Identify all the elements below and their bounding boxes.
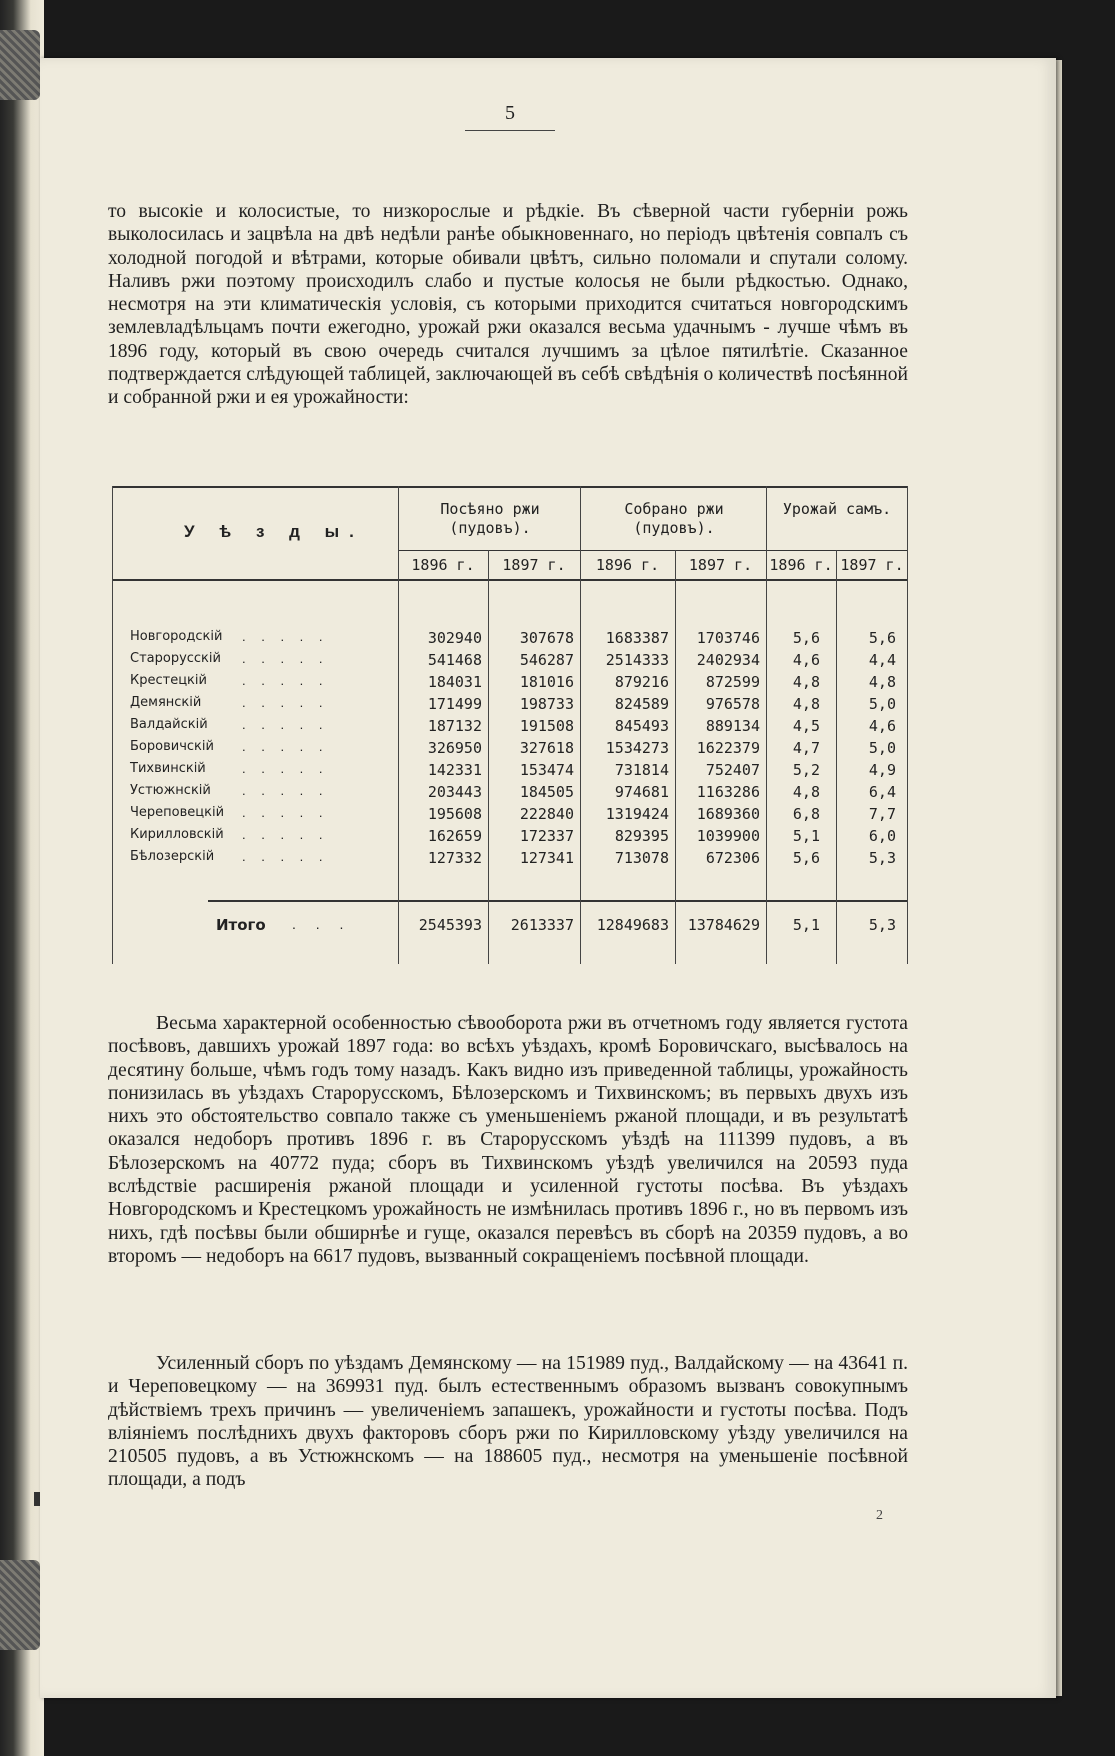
table-row bbox=[112, 827, 908, 847]
header-poseyano: Посѣяно ржи (пудовъ). bbox=[440, 500, 540, 537]
spine-binding-top bbox=[0, 30, 40, 100]
year-header: 1897 г. bbox=[840, 556, 904, 574]
yield-1896: 4,8 bbox=[792, 673, 820, 691]
spine-binding-bottom bbox=[0, 1560, 40, 1650]
harvest-1897: 872599 bbox=[705, 673, 760, 691]
harvest-1896: 824589 bbox=[614, 695, 669, 713]
page-edge bbox=[1056, 60, 1062, 1696]
yield-1897: 5,6 bbox=[868, 629, 896, 647]
sown-1896: 302940 bbox=[427, 629, 482, 647]
year-header: 1896 г. bbox=[411, 556, 475, 574]
harvest-1897: 672306 bbox=[705, 849, 760, 867]
yield-1896: 5,1 bbox=[792, 827, 820, 845]
table-row bbox=[112, 695, 908, 715]
uezd-name: Валдайскій bbox=[130, 717, 208, 732]
harvest-1896: 1683387 bbox=[605, 629, 669, 647]
page-number-rule bbox=[465, 130, 555, 131]
sown-1897: 546287 bbox=[519, 651, 574, 669]
dot-leader: . . . . . bbox=[242, 805, 329, 820]
table-row bbox=[112, 783, 908, 803]
table-top-rule bbox=[112, 486, 908, 488]
paragraph-1: то высокіе и колосистые, то низкорослые и рѣдкіе. Въ сѣверной части губерніи рожь выколосилась и зацвѣла на двѣ недѣли ранѣе обыкновеннаго, но періодъ цвѣтенія совпалъ съ холодной погодой и вѣтрами, которые обивали цвѣтъ, сильно поломали и спутали солому. Наливъ ржи поэтому происходилъ слабо и пустые колосья не были рѣдкостью. Однако, несмотря на эти климатическія условія, съ которыми приходится считаться новгородскимъ землевладѣльцамъ почти ежегодно, урожай ржи оказался весьма удачнымъ - лучше чѣмъ въ 1896 году, который въ свою очередь считался лучшимъ за цѣлое пятилѣтіе. Сказанное подтверждается слѣдующей таблицей, заключающей въ себѣ свѣдѣнія о количествѣ посѣянной и собранной ржи и ея урожайности: bbox=[108, 201, 909, 409]
dot-leader: . . . . . bbox=[242, 695, 329, 710]
sown-1896: 184031 bbox=[427, 673, 482, 691]
harvest-1896: 731814 bbox=[614, 761, 669, 779]
harvest-1896: 1534273 bbox=[605, 739, 669, 757]
total-harvest-1896: 12849683 bbox=[596, 916, 669, 934]
harvest-1897: 1039900 bbox=[696, 827, 760, 845]
yield-1896: 4,8 bbox=[792, 783, 820, 801]
table-row bbox=[112, 717, 908, 737]
table-header-rule bbox=[112, 579, 908, 581]
harvest-1896: 845493 bbox=[614, 717, 669, 735]
sown-1896: 541468 bbox=[427, 651, 482, 669]
sown-1896: 171499 bbox=[427, 695, 482, 713]
rye-harvest-table bbox=[112, 486, 908, 964]
table-row bbox=[112, 805, 908, 825]
total-sown-1897: 2613337 bbox=[510, 916, 574, 934]
yield-1897: 7,7 bbox=[868, 805, 896, 823]
dot-leader: . . . . . bbox=[242, 783, 329, 798]
sown-1897: 184505 bbox=[519, 783, 574, 801]
uezd-name: Боровичскій bbox=[130, 739, 214, 754]
sown-1896: 142331 bbox=[427, 761, 482, 779]
sown-1897: 172337 bbox=[519, 827, 574, 845]
harvest-1896: 829395 bbox=[614, 827, 669, 845]
yield-1896: 5,6 bbox=[792, 629, 820, 647]
paragraph-2: Весьма характерной особенностью сѣвооборота ржи въ отчетномъ году является густота посѣвовъ, давшихъ урожай 1897 года: во всѣхъ уѣздахъ, кромѣ Боровичскаго, высѣвалось на десятину больше, чѣмъ годъ тому назадъ. Какъ видно изъ приведенной таблицы, урожайность понизилась въ уѣздахъ Старорусскомъ, Бѣлозерскомъ и Тихвинскомъ; въ первыхъ двухъ изъ нихъ это обстоятельство совпало также съ уменьшеніемъ ржаной площади, и въ результатѣ оказался недоборъ противъ 1896 г. въ Старорусскомъ уѣздѣ на 111399 пудовъ, а въ Бѣлозерскомъ на 40772 пуда; сборъ въ Тихвинскомъ уѣздѣ увеличился на 20593 пуда вслѣдствіе расширенія ржаной площади и усиленной густоты посѣва. Въ уѣздахъ Новгородскомъ и Крестецкомъ урожайность не измѣнилась противъ 1896 г., но въ первомъ изъ нихъ, гдѣ посѣвы были обширнѣе и гуще, оказался перевѣсъ въ сборѣ на 20359 пудовъ, а во второмъ — недоборъ на 6617 пудовъ, вызванный сокращеніемъ посѣвной площади. bbox=[108, 1013, 908, 1267]
sown-1896: 187132 bbox=[427, 717, 482, 735]
total-harvest-1897: 13784629 bbox=[687, 916, 760, 934]
uezd-name: Демянскій bbox=[130, 695, 202, 710]
dot-leader: . . . . . bbox=[242, 629, 329, 644]
dot-leader: . . . . . bbox=[242, 849, 329, 864]
sown-1897: 191508 bbox=[519, 717, 574, 735]
dot-leader: . . . . . bbox=[242, 761, 329, 776]
table-row bbox=[112, 651, 908, 671]
harvest-1897: 889134 bbox=[705, 717, 760, 735]
harvest-1897: 1689360 bbox=[696, 805, 760, 823]
year-header: 1896 г. bbox=[769, 556, 833, 574]
yield-1897: 6,4 bbox=[868, 783, 896, 801]
uezd-name: Кирилловскій bbox=[130, 827, 224, 842]
table-row bbox=[112, 739, 908, 759]
total-yield-1896: 5,1 bbox=[792, 916, 820, 934]
harvest-1896: 2514333 bbox=[605, 651, 669, 669]
signature-mark: 2 bbox=[876, 1508, 883, 1523]
yield-1897: 4,4 bbox=[868, 651, 896, 669]
uezd-name: Старорусскій bbox=[130, 651, 221, 666]
yield-1896: 4,7 bbox=[792, 739, 820, 757]
yield-1897: 5,0 bbox=[868, 695, 896, 713]
dot-leader: . . . bbox=[292, 916, 352, 932]
header-sobrano: Собрано ржи (пудовъ). bbox=[624, 500, 724, 537]
table-total-row bbox=[112, 916, 908, 940]
sown-1897: 222840 bbox=[519, 805, 574, 823]
harvest-1896: 879216 bbox=[614, 673, 669, 691]
year-header: 1897 г. bbox=[502, 556, 566, 574]
total-sown-1896: 2545393 bbox=[418, 916, 482, 934]
uezd-name: Устюжнскій bbox=[130, 783, 211, 798]
yield-1896: 5,2 bbox=[792, 761, 820, 779]
uezd-name: Бѣлозерскій bbox=[130, 849, 215, 864]
harvest-1897: 1622379 bbox=[696, 739, 760, 757]
uezd-name: Крестецкій bbox=[130, 673, 207, 688]
table-row bbox=[112, 673, 908, 693]
harvest-1897: 752407 bbox=[705, 761, 760, 779]
table-row bbox=[112, 629, 908, 649]
paragraph-3: Усиленный сборъ по уѣздамъ Демянскому — на 151989 пуд., Валдайскому — на 43641 п. и Череповецкому — на 369931 пуд. былъ естественнымъ образомъ вызванъ совокупнымъ дѣйствіемъ трехъ причинъ — увеличеніемъ запашекъ, урожайности и густоты посѣва. Подъ вліяніемъ послѣднихъ двухъ факторовъ сборъ ржи по Кирилловскому уѣзду увеличился на 210505 пудовъ, а въ Устюжнскомъ — на 188605 пуд., несмотря на уменьшеніе посѣвной площади, а подъ bbox=[108, 1353, 908, 1491]
header-uezdy: У ѣ з д ы. bbox=[184, 522, 364, 541]
harvest-1897: 2402934 bbox=[696, 651, 760, 669]
sown-1896: 162659 bbox=[427, 827, 482, 845]
header-urozhai: Урожай самъ. bbox=[782, 500, 892, 518]
table-row bbox=[112, 761, 908, 781]
uezd-name: Тихвинскій bbox=[130, 761, 206, 776]
sown-1897: 307678 bbox=[519, 629, 574, 647]
sown-1896: 326950 bbox=[427, 739, 482, 757]
yield-1897: 4,9 bbox=[868, 761, 896, 779]
harvest-1897: 1703746 bbox=[696, 629, 760, 647]
sown-1897: 127341 bbox=[519, 849, 574, 867]
yield-1897: 4,8 bbox=[868, 673, 896, 691]
harvest-1896: 1319424 bbox=[605, 805, 669, 823]
sown-1897: 153474 bbox=[519, 761, 574, 779]
dot-leader: . . . . . bbox=[242, 717, 329, 732]
table-total-rule bbox=[208, 900, 908, 902]
sown-1897: 198733 bbox=[519, 695, 574, 713]
sown-1896: 195608 bbox=[427, 805, 482, 823]
yield-1897: 5,0 bbox=[868, 739, 896, 757]
harvest-1896: 974681 bbox=[614, 783, 669, 801]
total-yield-1897: 5,3 bbox=[868, 916, 896, 934]
total-label: Итого bbox=[216, 916, 266, 934]
uezd-name: Новгородскій bbox=[130, 629, 223, 644]
harvest-1896: 713078 bbox=[614, 849, 669, 867]
page-number: 5 bbox=[505, 102, 515, 124]
yield-1897: 5,3 bbox=[868, 849, 896, 867]
harvest-1897: 976578 bbox=[705, 695, 760, 713]
dot-leader: . . . . . bbox=[242, 673, 329, 688]
sown-1896: 127332 bbox=[427, 849, 482, 867]
table-row bbox=[112, 849, 908, 869]
year-header: 1896 г. bbox=[595, 556, 660, 574]
year-header: 1897 г. bbox=[688, 556, 753, 574]
dot-leader: . . . . . bbox=[242, 827, 329, 842]
yield-1897: 6,0 bbox=[868, 827, 896, 845]
uezd-name: Череповецкій bbox=[130, 805, 225, 820]
yield-1896: 4,8 bbox=[792, 695, 820, 713]
yield-1896: 6,8 bbox=[792, 805, 820, 823]
harvest-1897: 1163286 bbox=[696, 783, 760, 801]
table-year-rule bbox=[398, 550, 908, 551]
sown-1897: 327618 bbox=[519, 739, 574, 757]
yield-1896: 5,6 bbox=[792, 849, 820, 867]
yield-1897: 4,6 bbox=[868, 717, 896, 735]
yield-1896: 4,5 bbox=[792, 717, 820, 735]
dot-leader: . . . . . bbox=[242, 651, 329, 666]
yield-1896: 4,6 bbox=[792, 651, 820, 669]
sown-1897: 181016 bbox=[519, 673, 574, 691]
dot-leader: . . . . . bbox=[242, 739, 329, 754]
sown-1896: 203443 bbox=[427, 783, 482, 801]
